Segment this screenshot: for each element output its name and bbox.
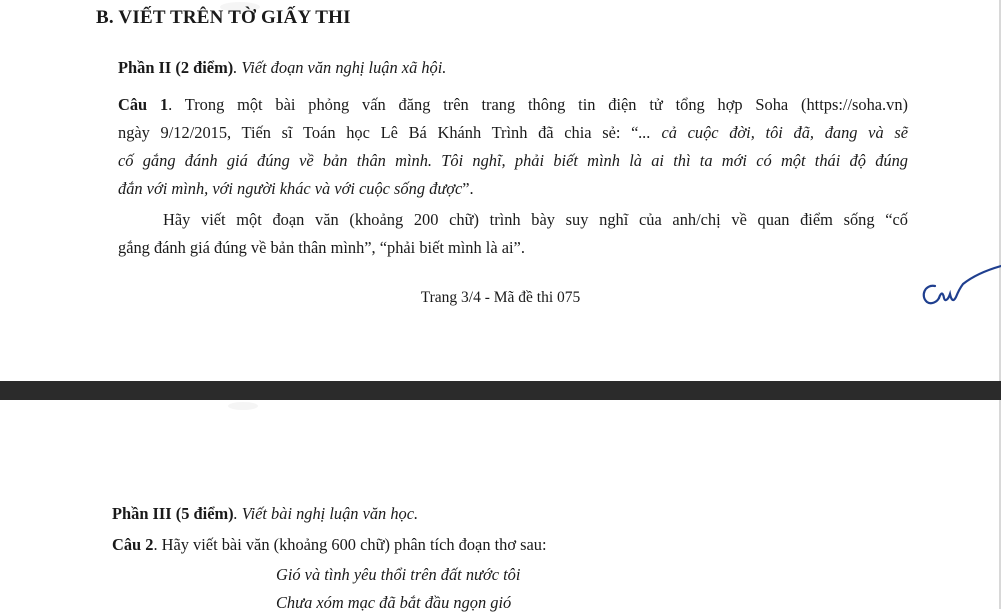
question2-line (112, 535, 547, 555)
part3-title: Phần III (5 điểm) (112, 504, 234, 523)
page-footer: Trang 3/4 - Mã đề thi 075 (420, 289, 581, 306)
question1-label: Câu 1 (118, 95, 169, 114)
question1-prompt-line2: gắng đánh giá đúng về bản thân mình”, “phải biết mình là ai”. (118, 238, 525, 257)
question1-line4 (118, 179, 474, 199)
part2-heading (118, 58, 446, 78)
question1-line2 (118, 123, 908, 143)
exam-page-bottom (0, 400, 1001, 612)
poem-line: Gió và tình yêu thổi trên đất nước tôi (276, 565, 521, 584)
question2-text: . Hãy viết bài văn (khoảng 600 chữ) phân tích đoạn thơ sau: (153, 535, 547, 554)
section-heading: B. VIẾT TRÊN TỜ GIẤY THI (96, 7, 351, 28)
signature-mark (915, 262, 1001, 322)
question1-line3: cố gắng đánh giá đúng về bản thân mình. Tôi nghĩ, phải biết mình là ai thì ta mới có một thái độ đúng (118, 151, 908, 170)
part3-heading (112, 504, 418, 524)
watermark-blot (228, 402, 258, 410)
question1-line1 (118, 95, 908, 115)
question1-line1-text: . Trong một bài phỏng vấn đăng trên trang thông tin điện tử tổng hợp Soha (https://soha.vn) (168, 95, 908, 114)
part2-title: Phần II (2 điểm) (118, 58, 234, 77)
poem-line: Chưa xóm mạc đã bắt đầu ngọn gió (276, 593, 512, 612)
question1-line2-italic: ... cả cuộc đời, tôi đã, đang và sẽ (638, 123, 909, 142)
page-separator (0, 381, 1001, 400)
part2-subtitle: . Viết đoạn văn nghị luận xã hội. (233, 58, 447, 77)
part3-subtitle: . Viết bài nghị luận văn học. (233, 504, 419, 523)
question1-line4-italic: đắn với mình, với người khác và với cuộc sống được (118, 179, 463, 198)
question2-label: Câu 2 (112, 535, 154, 554)
question1-line2-normal: ngày 9/12/2015, Tiến sĩ Toán học Lê Bá Khánh Trình đã chia sẻ: “ (118, 123, 639, 142)
question1-prompt-line1: Hãy viết một đoạn văn (khoảng 200 chữ) trình bày suy nghĩ của anh/chị về quan điểm sống “cố (163, 210, 908, 229)
question1-line4-end: ”. (462, 179, 474, 198)
